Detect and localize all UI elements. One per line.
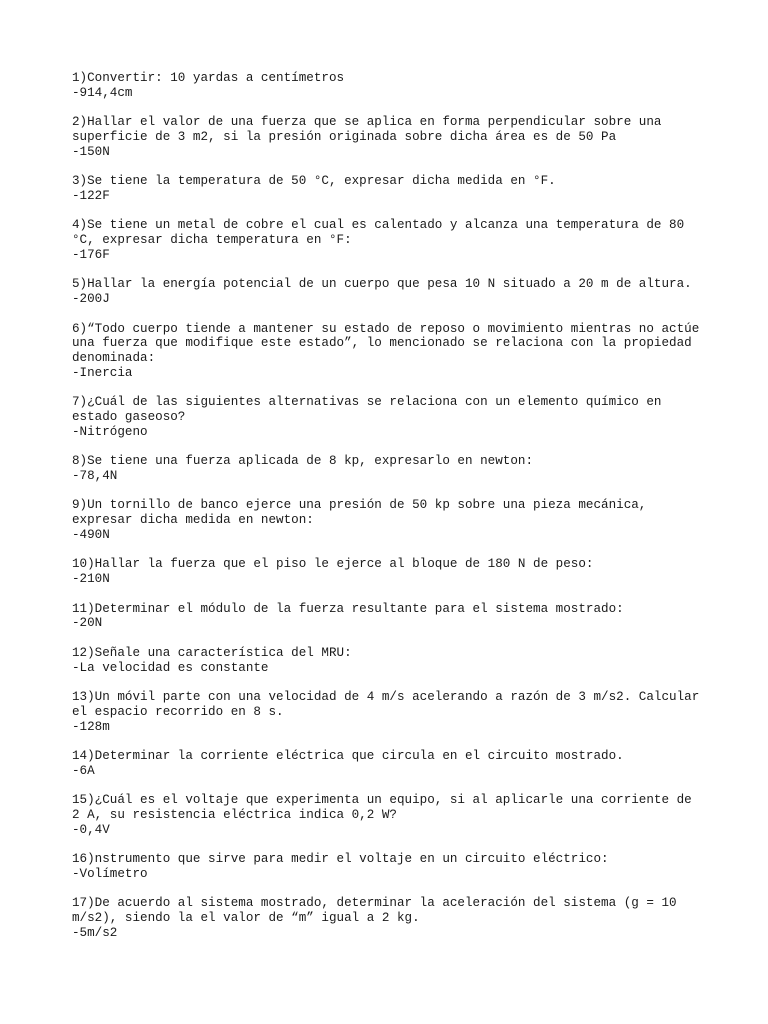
question-item-1 <box>72 71 712 101</box>
question-item-12 <box>72 646 712 676</box>
question-text: 6)“Todo cuerpo tiende a mantener su estado de reposo o movimiento mientras no actúe una fuerza que modifique este estado”, lo mencionado se relaciona con la propiedad denominada: <box>72 321 700 366</box>
question-item-10 <box>72 557 712 587</box>
question-text: 10)Hallar la fuerza que el piso le ejerce al bloque de 180 N de peso: <box>72 557 594 572</box>
question-text: 15)¿Cuál es el voltaje que experimenta un equipo, si al aplicarle una corriente de 2 A, su resistencia eléctrica indica 0,2 W? <box>72 793 692 822</box>
question-text: 8)Se tiene una fuerza aplicada de 8 kp, expresarlo en newton: <box>72 454 534 469</box>
answer-text: -122F <box>72 188 110 203</box>
question-text: 3)Se tiene la temperatura de 50 °C, expresar dicha medida en °F. <box>72 174 556 189</box>
question-text: 2)Hallar el valor de una fuerza que se aplica en forma perpendicular sobre una superficie de 3 m2, si la presión originada sobre dicha área es de 50 Pa <box>72 115 662 144</box>
question-item-2 <box>72 115 712 159</box>
answer-text: -150N <box>72 144 110 159</box>
question-item-15 <box>72 793 712 837</box>
answer-text: -490N <box>72 528 110 543</box>
question-text: 13)Un móvil parte con una velocidad de 4 m/s acelerando a razón de 3 m/s2. Calcular el espacio recorrido en 8 s. <box>72 690 700 719</box>
document-page <box>72 71 712 955</box>
answer-text: -La velocidad es constante <box>72 660 269 675</box>
question-text: 9)Un tornillo de banco ejerce una presión de 50 kp sobre una pieza mecánica, expresar dicha medida en newton: <box>72 498 647 528</box>
question-item-8 <box>72 454 712 484</box>
answer-text: -210N <box>72 572 110 587</box>
answer-text: -78,4N <box>72 469 118 484</box>
question-item-3 <box>72 174 712 204</box>
answer-text: -0,4V <box>72 822 110 837</box>
question-text: 11)Determinar el módulo de la fuerza resultante para el sistema mostrado: <box>72 601 624 616</box>
answer-text: -128m <box>72 719 110 734</box>
question-item-4 <box>72 218 712 262</box>
question-text: 7)¿Cuál de las siguientes alternativas se relaciona con un elemento químico en estado gaseoso? <box>72 395 662 425</box>
answer-text: -Volímetro <box>72 866 148 881</box>
question-text: 4)Se tiene un metal de cobre el cual es calentado y alcanza una temperatura de 80 °C, expresar dicha temperatura en °F: <box>72 218 685 248</box>
question-text: 5)Hallar la energía potencial de un cuerpo que pesa 10 N situado a 20 m de altura. <box>72 277 692 292</box>
question-text: 16)nstrumento que sirve para medir el voltaje en un circuito eléctrico: <box>72 852 609 867</box>
question-text: 14)Determinar la corriente eléctrica que circula en el circuito mostrado. <box>72 749 624 764</box>
question-item-9 <box>72 498 712 542</box>
question-item-13 <box>72 690 712 734</box>
question-item-14 <box>72 749 712 779</box>
question-text: 17)De acuerdo al sistema mostrado, determinar la aceleración del sistema (g = 10 m/s2), siendo la el valor de “m” igual a 2 kg. <box>72 896 677 926</box>
answer-text: -20N <box>72 616 103 631</box>
question-text: 1)Convertir: 10 yardas a centímetros <box>72 71 345 85</box>
question-text: 12)Señale una característica del MRU: <box>72 645 352 660</box>
question-item-17 <box>72 896 712 940</box>
answer-text: -Nitrógeno <box>72 424 148 439</box>
question-item-11 <box>72 602 712 632</box>
answer-text: -Inercia <box>72 365 133 380</box>
answer-text: -176F <box>72 247 110 262</box>
question-item-16 <box>72 852 712 882</box>
answer-text: -200J <box>72 292 110 307</box>
answer-text: -914,4cm <box>72 85 133 100</box>
question-item-5 <box>72 277 712 307</box>
question-item-7 <box>72 395 712 439</box>
question-item-6 <box>72 322 712 381</box>
answer-text: -6A <box>72 763 95 778</box>
answer-text: -5m/s2 <box>72 925 118 940</box>
